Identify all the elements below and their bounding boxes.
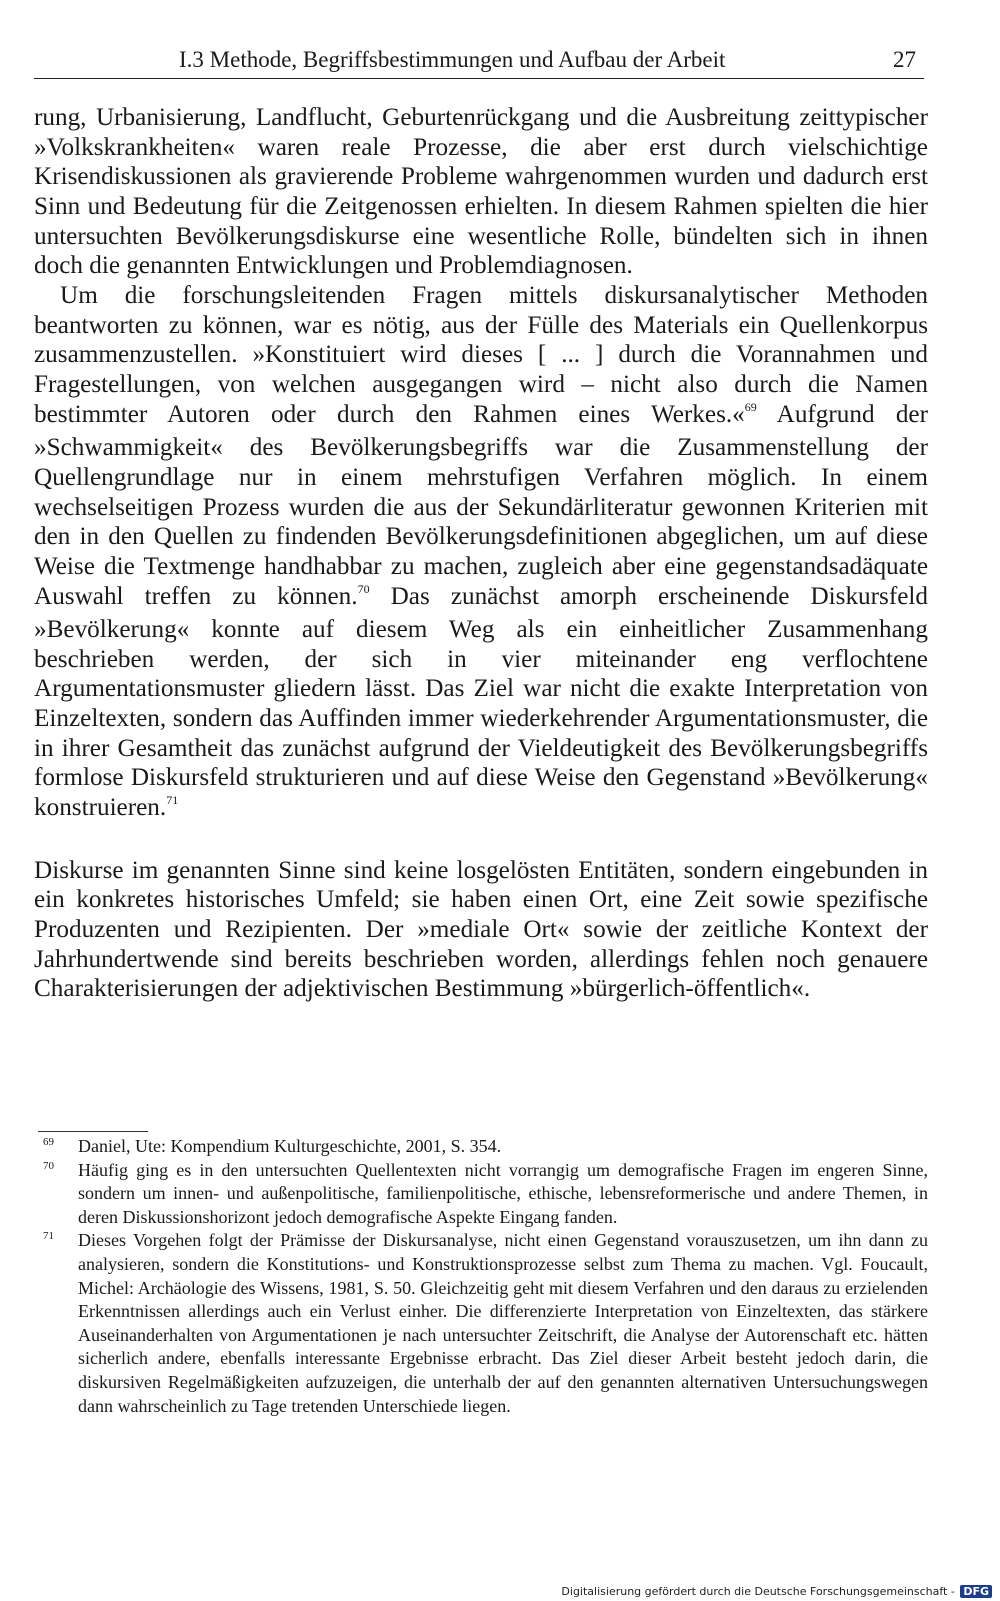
footnote xyxy=(38,1135,928,1159)
credit-text: Digitalisierung gefördert durch die Deutsche Forschungsgemeinschaft - xyxy=(561,1585,955,1598)
paragraph-text: Das zunächst amorph erscheinende Diskursfeld »Bevölkerung« konnte auf diesem Weg als ein einheitlicher Zusammenhang beschrieben werden, der sich in vier miteinander eng verflochtene Argumentationsmuster gliedern lässt. Das Ziel war nicht die exakte Interpretation von Einzeltexten, sondern das Auffinden immer wiederkehrender Argumentationsmuster, die in ihrer Gesamtheit das zunächst aufgrund der Vieldeutigkeit des Bevölkerungsbegriffs formlose Diskursfeld strukturieren und auf diese Weise den Gegenstand »Bevölkerung« konstruieren. xyxy=(34,582,928,822)
footnote-number: 71 xyxy=(43,1230,54,1243)
footnote xyxy=(38,1159,928,1230)
paragraph: Diskurse im genannten Sinne sind keine losgelösten Entitäten, sondern eingebunden in ein konkretes historisches Umfeld; sie haben einen Ort, eine Zeit sowie spezifische Produzenten und Rezipienten. Der »mediale Ort« sowie der zeitliche Kontext der Jahrhundertwende sind bereits beschrieben worden, allerdings fehlen noch genauere Charakterisierungen der adjektivischen Bestimmung »bürgerlich-öffentlich«. xyxy=(34,856,928,1003)
footnotes xyxy=(38,1135,928,1418)
footnote-text: Daniel, Ute: Kompendium Kulturgeschichte, 2001, S. 354. xyxy=(78,1136,502,1156)
footnote-divider xyxy=(38,1131,148,1132)
footnote-number: 70 xyxy=(43,1159,54,1172)
footnote-ref[interactable]: 71 xyxy=(166,793,179,808)
footnote-number: 69 xyxy=(43,1136,54,1148)
chapter-title: I.3 Methode, Begriffsbestimmungen und Aufbau der Arbeit xyxy=(179,47,726,72)
paragraph xyxy=(34,281,928,827)
main-text xyxy=(34,103,928,1004)
footnote-text: Häufig ging es in den untersuchten Quellentexten nicht vorrangig um demografische Fragen im engeren Sinne, sondern um innen- und außenpolitische, familienpolitische, ethische, lebensreformerische und andere Themen, in deren Diskussionshorizont jedoch demografische Aspekte Eingang fanden. xyxy=(78,1159,928,1227)
dfg-logo: DFG xyxy=(960,1585,992,1598)
paragraph-text: Aufgrund der »Schwammigkeit« des Bevölkerungsbegriffs war die Zusammenstellung der Quellengrundlage nur in einem mehrstufigen Verfahren möglich. In einem wechselseitigen Prozess wurden die aus der Sekundärliteratur gewonnen Kriterien mit den in den Quellen zu findenden Bevölkerungsdefinitionen abgeglichen, um auf diese Weise die Textmenge handhabbar zu machen, zugleich aber eine gegenstandsadäquate Auswahl treffen zu können. xyxy=(34,400,928,610)
footnote xyxy=(38,1229,928,1418)
footnote-ref[interactable]: 70 xyxy=(357,581,370,596)
paragraph-text: Um die forschungsleitenden Fragen mittels diskursanalytischer Methoden beantworten zu können, war es nötig, aus der Fülle des Materials ein Quellenkorpus zusammenzustellen. »Konstituiert wird dieses [ ... ] durch die Vorannahmen und Fragestellungen, von welchen ausgegangen wird – nicht also durch die Namen bestimmter Autoren oder durch den Rahmen eines Werkes.« xyxy=(34,281,928,428)
footnote-text: Dieses Vorgehen folgt der Prämisse der Diskursanalyse, nicht einen Gegenstand vorauszusetzen, um ihn dann zu analysieren, sondern die Konstitutions- und Konstruktionsprozesse selbst zum Thema zu machen. Vgl. Foucault, Michel: Archäologie des Wissens, 1981, S. 50. Gleichzeitig geht mit diesem Verfahren und den daraus zu erzielenden Erkenntnissen allerdings auch ein Verlust einher. Die differenzierte Interpretation von Einzeltexten, das stärkere Auseinanderhalten von Argumentationen je nach untersuchter Zeitschrift, die Analyse der Autorenschaft etc. hätten sicherlich andere, ebenfalls interessante Ergebnisse erbracht. Das Ziel dieser Arbeit besteht jedoch darin, die diskursiven Regelmäßigkeiten aufzuzeigen, die unterhalb der auf den genannten alternativen Untersuchungswegen dann wahrscheinlich zu Tage tretenden Unterschiede liegen. xyxy=(78,1230,928,1416)
running-header xyxy=(34,42,924,79)
digitization-credit xyxy=(561,1585,992,1598)
paragraph: rung, Urbanisierung, Landflucht, Geburtenrückgang und die Ausbreitung zeittypischer »Volkskrankheiten« waren reale Prozesse, die aber erst durch vielschichtige Krisendiskussionen als gravierende Probleme wahrgenommen wurden und dadurch erst Sinn und Bedeutung für die Zeitgenossen erhielten. In diesem Rahmen spielten die hier untersuchten Bevölkerungsdiskurse eine wesentliche Rolle, bündelten sich in ihnen doch die genannten Entwicklungen und Problemdiagnosen. xyxy=(34,104,928,280)
page-number: 27 xyxy=(893,47,916,72)
footnote-ref[interactable]: 69 xyxy=(744,399,757,414)
